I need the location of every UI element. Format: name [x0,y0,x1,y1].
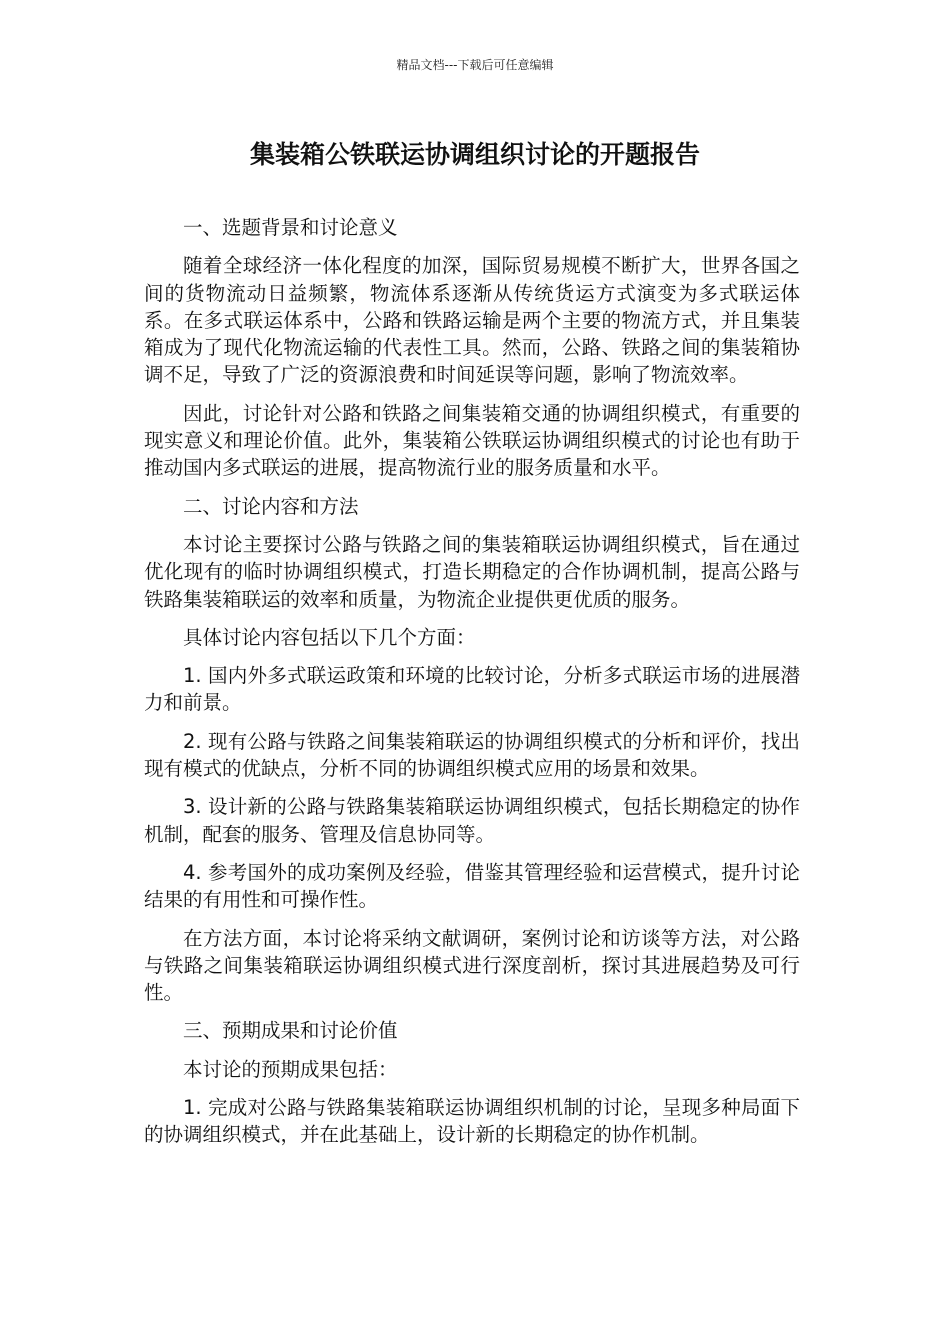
results-list-item-1: 1. 完成对公路与铁路集装箱联运协调组织机制的讨论，呈现多种局面下的协调组织模式，并在此基础上，设计新的长期稳定的协作机制。 [144,1096,800,1147]
section-heading-background: 一、选题背景和讨论意义 [183,216,398,239]
list-item-2: 2. 现有公路与铁路之间集装箱联运的协调组织模式的分析和评价，找出现有模式的优缺点，分析不同的协调组织模式应用的场景和效果。 [144,729,800,781]
list-item-4: 4. 参考国外的成功案例及经验，借鉴其管理经验和运营模式，提升讨论结果的有用性和可操作性。 [144,860,800,912]
header-note: 精品文档---下载后可任意编辑 [396,58,554,72]
section-heading-content-methods: 二、讨论内容和方法 [183,494,359,518]
paragraph-significance: 因此，讨论针对公路和铁路之间集装箱交通的协调组织模式，有重要的现实意义和理论价值。此外，集装箱公铁联运协调组织模式的讨论也有助于推动国内多式联运的进展，提高物流行业的服务质量和水平。 [144,401,800,480]
list-item-1: 1. 国内外多式联运政策和环境的比较讨论，分析多式联运市场的进展潜力和前景。 [144,664,800,715]
document-body [144,214,800,1160]
document-title: 集装箱公铁联运协调组织讨论的开题报告 [249,140,700,169]
list-item-3: 3. 设计新的公路与铁路集装箱联运协调组织模式，包括长期稳定的协作机制，配套的服务、管理及信息协同等。 [144,795,800,846]
paragraph-content-intro: 具体讨论内容包括以下几个方面： [183,625,476,649]
section-heading-expected-results: 三、预期成果和讨论价值 [183,1019,398,1043]
paragraph-methods: 在方法方面，本讨论将采纳文献调研，案例讨论和访谈等方法，对公路与铁路之间集装箱联运协调组织模式进行深度剖析，探讨其进展趋势及可行性。 [144,926,800,1005]
paragraph-background: 随着全球经济一体化程度的加深，国际贸易规模不断扩大，世界各国之间的货物流动日益频繁，物流体系逐渐从传统货运方式演变为多式联运体系。在多式联运体系中，公路和铁路运输是两个主要的物流方式，并且集装箱成为了现代化物流运输的代表性工具。然而，公路、铁路之间的集装箱协调不足，导致了广泛的资源浪费和时间延误等问题，影响了物流效率。 [144,254,800,387]
paragraph-results-intro: 本讨论的预期成果包括： [183,1057,398,1081]
paragraph-research-aim: 本讨论主要探讨公路与铁路之间的集装箱联运协调组织模式，旨在通过优化现有的临时协调组织模式，打造长期稳定的合作协调机制，提高公路与铁路集装箱联运的效率和质量，为物流企业提供更优质的服务。 [144,532,800,611]
